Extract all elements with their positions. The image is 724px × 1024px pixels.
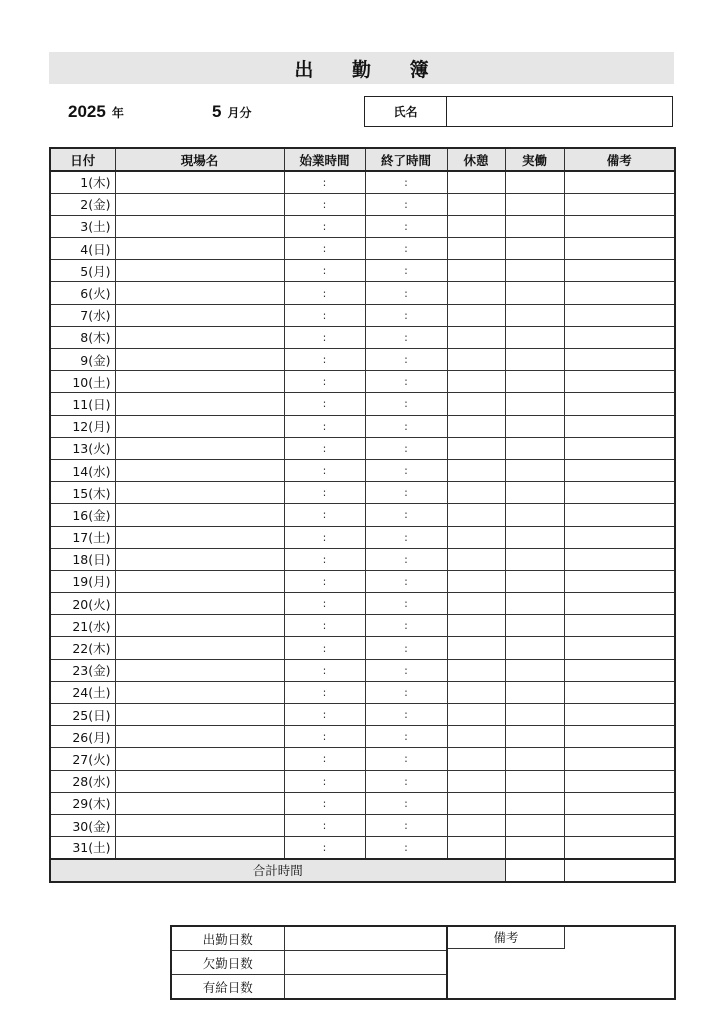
row-site-cell[interactable] [115,659,284,681]
name-box [364,96,673,127]
row-break-cell[interactable] [447,504,505,526]
total-remarks-cell[interactable] [564,859,675,882]
row-remarks-cell[interactable] [564,349,675,371]
row-end-time[interactable]: : [365,504,447,526]
row-break-cell[interactable] [447,526,505,548]
row-end-time[interactable]: : [365,792,447,814]
row-break-cell[interactable] [447,193,505,215]
row-break-cell[interactable] [447,238,505,260]
table-row [50,415,675,437]
row-start-time[interactable]: : [284,792,365,814]
row-remarks-cell[interactable] [564,770,675,792]
row-site-cell[interactable] [115,371,284,393]
summary-value-work-days[interactable] [284,926,447,951]
row-remarks-cell[interactable] [564,371,675,393]
row-remarks-cell[interactable] [564,304,675,326]
name-label: 氏名 [365,97,447,126]
row-end-time[interactable]: : [365,526,447,548]
summary-row [171,926,675,951]
row-actual-cell[interactable] [505,748,564,770]
row-start-time[interactable]: : [284,548,365,570]
row-site-cell[interactable] [115,393,284,415]
row-date: 7(水) [50,304,115,326]
row-date: 6(火) [50,282,115,304]
row-remarks-cell[interactable] [564,548,675,570]
row-date: 27(火) [50,748,115,770]
row-break-cell[interactable] [447,792,505,814]
row-actual-cell[interactable] [505,260,564,282]
row-break-cell[interactable] [447,326,505,348]
row-actual-cell[interactable] [505,548,564,570]
total-row [50,859,675,882]
table-row [50,371,675,393]
row-actual-cell[interactable] [505,504,564,526]
row-end-time[interactable]: : [365,349,447,371]
row-remarks-cell[interactable] [564,814,675,836]
row-site-cell[interactable] [115,193,284,215]
row-site-cell[interactable] [115,770,284,792]
row-start-time[interactable]: : [284,459,365,481]
row-remarks-cell[interactable] [564,459,675,481]
row-site-cell[interactable] [115,726,284,748]
row-actual-cell[interactable] [505,326,564,348]
table-row [50,593,675,615]
row-end-time[interactable]: : [365,393,447,415]
row-end-time[interactable]: : [365,593,447,615]
row-start-time[interactable]: : [284,171,365,193]
row-date: 1(木) [50,171,115,193]
summary-table [170,925,676,1000]
table-row [50,437,675,459]
row-actual-cell[interactable] [505,593,564,615]
row-remarks-cell[interactable] [564,748,675,770]
row-site-cell[interactable] [115,570,284,592]
row-break-cell[interactable] [447,770,505,792]
row-remarks-cell[interactable] [564,659,675,681]
row-end-time[interactable]: : [365,326,447,348]
header-start: 始業時間 [284,148,365,171]
row-date: 31(土) [50,837,115,859]
row-end-time[interactable]: : [365,681,447,703]
row-break-cell[interactable] [447,548,505,570]
row-start-time[interactable]: : [284,193,365,215]
row-start-time[interactable]: : [284,615,365,637]
row-break-cell[interactable] [447,615,505,637]
row-end-time[interactable]: : [365,659,447,681]
table-row [50,349,675,371]
row-break-cell[interactable] [447,304,505,326]
row-site-cell[interactable] [115,504,284,526]
row-start-time[interactable]: : [284,704,365,726]
table-row [50,659,675,681]
row-date: 26(月) [50,726,115,748]
row-start-time[interactable]: : [284,593,365,615]
row-site-cell[interactable] [115,304,284,326]
row-date: 29(木) [50,792,115,814]
row-start-time[interactable]: : [284,349,365,371]
row-end-time[interactable]: : [365,548,447,570]
row-site-cell[interactable] [115,792,284,814]
row-remarks-cell[interactable] [564,615,675,637]
row-remarks-cell[interactable] [564,215,675,237]
header-remarks: 備考 [564,148,675,171]
row-end-time[interactable]: : [365,814,447,836]
row-site-cell[interactable] [115,637,284,659]
row-date: 5(月) [50,260,115,282]
row-break-cell[interactable] [447,637,505,659]
row-break-cell[interactable] [447,215,505,237]
row-break-cell[interactable] [447,415,505,437]
table-row [50,171,675,193]
row-remarks-cell[interactable] [564,260,675,282]
row-start-time[interactable]: : [284,371,365,393]
row-start-time[interactable]: : [284,437,365,459]
row-site-cell[interactable] [115,548,284,570]
row-end-time[interactable]: : [365,770,447,792]
row-break-cell[interactable] [447,593,505,615]
row-date: 24(土) [50,681,115,703]
row-end-time[interactable]: : [365,615,447,637]
row-date: 18(日) [50,548,115,570]
row-actual-cell[interactable] [505,171,564,193]
row-date: 25(日) [50,704,115,726]
row-break-cell[interactable] [447,659,505,681]
header-site: 現場名 [115,148,284,171]
table-row [50,615,675,637]
row-end-time[interactable]: : [365,215,447,237]
row-remarks-cell[interactable] [564,526,675,548]
row-actual-cell[interactable] [505,615,564,637]
summary-label-paid-leave: 有給日数 [171,975,284,1000]
row-date: 15(木) [50,482,115,504]
row-date: 3(土) [50,215,115,237]
table-header-row [50,148,675,171]
row-remarks-cell[interactable] [564,570,675,592]
row-start-time[interactable]: : [284,215,365,237]
row-break-cell[interactable] [447,681,505,703]
table-row [50,304,675,326]
row-date: 16(金) [50,504,115,526]
row-end-time[interactable]: : [365,238,447,260]
table-row [50,215,675,237]
row-start-time[interactable]: : [284,304,365,326]
table-row [50,570,675,592]
summary-value-paid-leave[interactable] [284,975,447,1000]
row-date: 13(火) [50,437,115,459]
table-row [50,681,675,703]
year-value: 2025 [68,102,106,121]
month-unit: 月分 [227,106,252,120]
year-unit: 年 [111,106,124,120]
row-break-cell[interactable] [447,393,505,415]
row-end-time[interactable]: : [365,570,447,592]
row-actual-cell[interactable] [505,304,564,326]
row-start-time[interactable]: : [284,726,365,748]
row-actual-cell[interactable] [505,393,564,415]
row-site-cell[interactable] [115,349,284,371]
row-start-time[interactable]: : [284,748,365,770]
table-row [50,393,675,415]
row-remarks-cell[interactable] [564,704,675,726]
table-row [50,326,675,348]
title-bar [49,52,674,84]
row-break-cell[interactable] [447,260,505,282]
table-row [50,814,675,836]
month-value: 5 [212,102,222,121]
table-row [50,637,675,659]
row-site-cell[interactable] [115,681,284,703]
row-end-time[interactable]: : [365,193,447,215]
row-remarks-cell[interactable] [564,393,675,415]
attendance-table [49,147,676,883]
row-site-cell[interactable] [115,593,284,615]
row-site-cell[interactable] [115,814,284,836]
row-date: 10(土) [50,371,115,393]
row-actual-cell[interactable] [505,726,564,748]
row-site-cell[interactable] [115,615,284,637]
row-actual-cell[interactable] [505,459,564,481]
summary-label-work-days: 出勤日数 [171,926,284,951]
row-actual-cell[interactable] [505,371,564,393]
row-start-time[interactable]: : [284,659,365,681]
row-actual-cell[interactable] [505,637,564,659]
header-date: 日付 [50,148,115,171]
row-site-cell[interactable] [115,238,284,260]
row-date: 30(金) [50,814,115,836]
row-start-time[interactable]: : [284,526,365,548]
row-remarks-cell[interactable] [564,726,675,748]
row-remarks-cell[interactable] [564,593,675,615]
row-end-time[interactable]: : [365,459,447,481]
row-remarks-cell[interactable] [564,238,675,260]
row-break-cell[interactable] [447,837,505,859]
row-actual-cell[interactable] [505,282,564,304]
table-row [50,548,675,570]
table-row [50,748,675,770]
row-site-cell[interactable] [115,837,284,859]
row-start-time[interactable]: : [284,837,365,859]
row-start-time[interactable]: : [284,814,365,836]
row-break-cell[interactable] [447,371,505,393]
header-end: 終了時間 [365,148,447,171]
table-row [50,193,675,215]
row-break-cell[interactable] [447,814,505,836]
row-remarks-cell[interactable] [564,193,675,215]
row-date: 20(火) [50,593,115,615]
row-start-time[interactable]: : [284,637,365,659]
row-actual-cell[interactable] [505,770,564,792]
row-start-time[interactable]: : [284,415,365,437]
row-end-time[interactable]: : [365,304,447,326]
row-remarks-cell[interactable] [564,637,675,659]
row-start-time[interactable]: : [284,482,365,504]
summary-value-absent-days[interactable] [284,951,447,975]
row-site-cell[interactable] [115,260,284,282]
row-actual-cell[interactable] [505,437,564,459]
table-row [50,837,675,859]
row-start-time[interactable]: : [284,326,365,348]
row-break-cell[interactable] [447,748,505,770]
header-break: 休憩 [447,148,505,171]
month-field [212,102,251,122]
row-site-cell[interactable] [115,704,284,726]
row-end-time[interactable]: : [365,748,447,770]
row-actual-cell[interactable] [505,238,564,260]
row-break-cell[interactable] [447,482,505,504]
row-remarks-cell[interactable] [564,792,675,814]
row-start-time[interactable]: : [284,238,365,260]
table-row [50,482,675,504]
row-remarks-cell[interactable] [564,681,675,703]
row-start-time[interactable]: : [284,282,365,304]
row-actual-cell[interactable] [505,526,564,548]
table-row [50,504,675,526]
row-remarks-cell[interactable] [564,437,675,459]
row-end-time[interactable]: : [365,282,447,304]
row-site-cell[interactable] [115,326,284,348]
table-row [50,282,675,304]
row-end-time[interactable]: : [365,415,447,437]
row-site-cell[interactable] [115,437,284,459]
row-actual-cell[interactable] [505,215,564,237]
page-title: 出 勤 簿 [294,58,445,81]
row-break-cell[interactable] [447,349,505,371]
row-actual-cell[interactable] [505,570,564,592]
row-actual-cell[interactable] [505,482,564,504]
row-remarks-cell[interactable] [564,504,675,526]
table-row [50,704,675,726]
table-row [50,726,675,748]
table-row [50,526,675,548]
row-end-time[interactable]: : [365,837,447,859]
row-remarks-cell[interactable] [564,837,675,859]
total-label: 合計時間 [50,859,505,882]
row-break-cell[interactable] [447,171,505,193]
row-end-time[interactable]: : [365,171,447,193]
row-site-cell[interactable] [115,526,284,548]
row-date: 12(月) [50,415,115,437]
table-row [50,260,675,282]
row-end-time[interactable]: : [365,482,447,504]
table-row [50,459,675,481]
row-actual-cell[interactable] [505,193,564,215]
row-actual-cell[interactable] [505,837,564,859]
row-end-time[interactable]: : [365,726,447,748]
header-actual: 実働 [505,148,564,171]
row-remarks-cell[interactable] [564,326,675,348]
row-break-cell[interactable] [447,437,505,459]
row-actual-cell[interactable] [505,659,564,681]
row-actual-cell[interactable] [505,704,564,726]
row-date: 4(日) [50,238,115,260]
row-end-time[interactable]: : [365,371,447,393]
row-actual-cell[interactable] [505,681,564,703]
row-remarks-cell[interactable] [564,482,675,504]
row-site-cell[interactable] [115,748,284,770]
row-start-time[interactable]: : [284,393,365,415]
row-end-time[interactable]: : [365,637,447,659]
row-date: 9(金) [50,349,115,371]
row-start-time[interactable]: : [284,770,365,792]
summary-remarks-label: 備考 [448,927,565,949]
row-site-cell[interactable] [115,171,284,193]
row-start-time[interactable]: : [284,504,365,526]
table-row [50,770,675,792]
row-date: 28(水) [50,770,115,792]
summary-remarks-area[interactable] [447,926,675,999]
row-date: 22(木) [50,637,115,659]
row-remarks-cell[interactable] [564,282,675,304]
row-actual-cell[interactable] [505,415,564,437]
row-start-time[interactable]: : [284,260,365,282]
row-date: 11(日) [50,393,115,415]
row-date: 14(水) [50,459,115,481]
row-date: 17(土) [50,526,115,548]
table-row [50,792,675,814]
row-start-time[interactable]: : [284,570,365,592]
row-remarks-cell[interactable] [564,415,675,437]
row-break-cell[interactable] [447,459,505,481]
row-break-cell[interactable] [447,726,505,748]
row-actual-cell[interactable] [505,792,564,814]
table-row [50,238,675,260]
summary-label-absent-days: 欠勤日数 [171,951,284,975]
row-start-time[interactable]: : [284,681,365,703]
total-actual-cell[interactable] [505,859,564,882]
row-date: 23(金) [50,659,115,681]
row-break-cell[interactable] [447,570,505,592]
row-actual-cell[interactable] [505,814,564,836]
name-input[interactable] [447,97,672,126]
row-site-cell[interactable] [115,459,284,481]
row-remarks-cell[interactable] [564,171,675,193]
row-date: 19(月) [50,570,115,592]
row-site-cell[interactable] [115,215,284,237]
row-end-time[interactable]: : [365,704,447,726]
row-date: 21(水) [50,615,115,637]
row-site-cell[interactable] [115,482,284,504]
row-date: 2(金) [50,193,115,215]
row-end-time[interactable]: : [365,437,447,459]
row-end-time[interactable]: : [365,260,447,282]
row-site-cell[interactable] [115,415,284,437]
row-break-cell[interactable] [447,704,505,726]
row-break-cell[interactable] [447,282,505,304]
row-date: 8(木) [50,326,115,348]
row-site-cell[interactable] [115,282,284,304]
year-field [68,102,124,122]
row-actual-cell[interactable] [505,349,564,371]
